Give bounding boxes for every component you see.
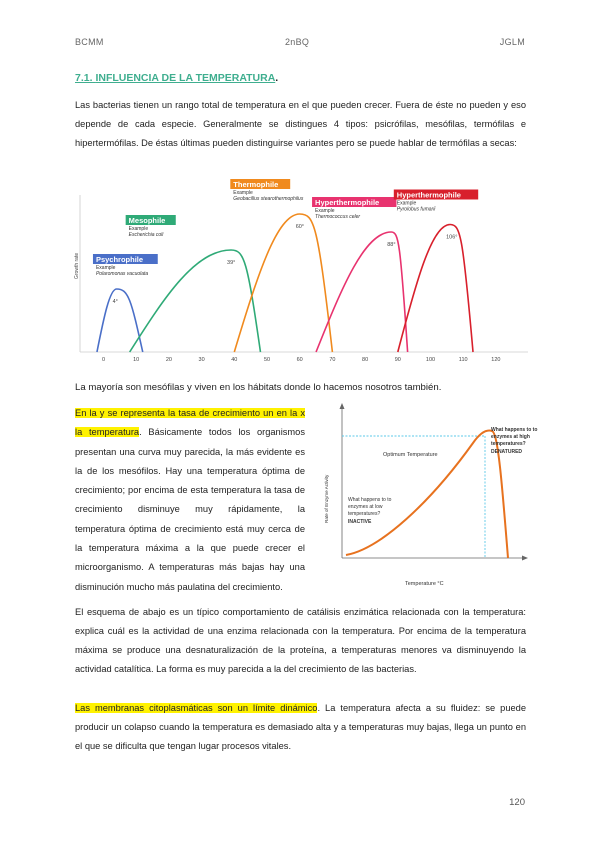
title-period: . bbox=[275, 72, 279, 84]
sentence-mesophiles: La mayoría son mesófilas y viven en los hábitats donde lo hacemos nosotros también. bbox=[75, 382, 442, 393]
series-example-2: Geobacillus stearothermophilus bbox=[233, 196, 304, 202]
highlight-axes: En la y se representa la tasa de crecimiento un en la x la temperatura bbox=[75, 408, 305, 438]
section-title-text: INFLUENCIA DE LA TEMPERATURA bbox=[95, 72, 276, 84]
growth-x-tick: 50 bbox=[263, 357, 271, 363]
growth-y-label: Growth rate bbox=[74, 252, 80, 279]
enzyme-x-arrow bbox=[522, 556, 528, 561]
series-example-3: Thermococcus celer bbox=[315, 214, 361, 220]
low-temp-annotation: What happens to to enzymes at low temperatures? INACTIVE bbox=[348, 497, 392, 525]
growth-x-tick: 110 bbox=[458, 357, 468, 363]
series-example-label-2: Example bbox=[233, 190, 253, 196]
header-right: JGLM bbox=[499, 37, 525, 47]
series-name-2: Thermophile bbox=[233, 180, 279, 189]
section-number: 7.1. bbox=[75, 72, 93, 84]
highlight-membranes: Las membranas citoplasmáticas son un límite dinámico bbox=[75, 703, 318, 713]
series-example-label-1: Example bbox=[128, 226, 149, 232]
series-example-0: Polaromonas vacuolata bbox=[95, 271, 149, 277]
paragraph-membranes-rest: . La temperatura afecta a su fluidez: se puede producir un colapso cuando la temperatura es demasiado alta y a temperaturas muy bajas, llega un punto en el que se dificulta que tengan lugar procesos vitales. bbox=[75, 703, 526, 751]
optimum-label-3: 88° bbox=[387, 242, 396, 248]
enzyme-y-arrow bbox=[340, 403, 345, 409]
header-left: BCMM bbox=[75, 37, 104, 47]
paragraph-membranes bbox=[75, 699, 526, 756]
section-title bbox=[75, 72, 278, 84]
growth-x-tick: 10 bbox=[133, 357, 140, 363]
growth-x-tick: 20 bbox=[165, 357, 172, 363]
enzyme-chart bbox=[310, 403, 538, 593]
growth-x-tick: 70 bbox=[329, 357, 336, 363]
paragraph-intro: Las bacterias tienen un rango total de temperatura en el que pueden crecer. Fuera de éste no pueden y eso depende de cada especie. Generalmente se distingues 4 tipos: psicrófilas, mesófilas, termófilas e hipertermófilas. De éstas últimas pueden distinguirse variantes pero se puede hablar de termófilas a secas: bbox=[75, 100, 526, 148]
growth-x-tick: 30 bbox=[198, 357, 205, 363]
optimum-label-1: 39° bbox=[227, 260, 236, 266]
growth-chart bbox=[68, 180, 528, 365]
series-name-1: Mesophile bbox=[128, 216, 166, 225]
growth-x-tick: 60 bbox=[296, 357, 303, 363]
optimum-label-2: 60° bbox=[295, 224, 305, 230]
optimum-label-0: 4° bbox=[112, 299, 118, 305]
paragraph-enzyme: El esquema de abajo es un típico comportamiento de catálisis enzimática relacionada con la temperatura: explica cuál es la actividad de una enzima relacionada con la temperatura. Por encima de la temperatura máxima se produce una desnaturalización de la proteína, a temperaturas menores va disminuyendo la actividad catalítica. La forma es muy parecida a la del crecimiento de las bacterias. bbox=[75, 607, 526, 674]
series-name-0: Psychrophile bbox=[95, 255, 144, 264]
paragraph-growth-curve bbox=[75, 404, 305, 597]
growth-x-tick: 80 bbox=[362, 357, 369, 363]
header-center: 2nBQ bbox=[285, 37, 310, 47]
optimum-label-4: 106° bbox=[446, 234, 458, 241]
series-example-label-4: Example bbox=[396, 200, 417, 207]
series-example-label-0: Example bbox=[95, 265, 116, 271]
growth-x-tick: 40 bbox=[231, 357, 238, 363]
growth-x-tick: 120 bbox=[491, 357, 501, 363]
page-number: 120 bbox=[509, 797, 525, 808]
growth-x-tick: 100 bbox=[425, 357, 436, 363]
series-example-1: Escherichia coli bbox=[128, 232, 164, 238]
enzyme-activity-curve bbox=[346, 431, 508, 559]
enzyme-x-label: Temperature °C bbox=[405, 581, 444, 587]
series-name-3: Hyperthermophile bbox=[315, 198, 380, 207]
growth-x-tick: 90 bbox=[394, 357, 401, 363]
series-name-4: Hyperthermophile bbox=[396, 190, 461, 200]
growth-curve-4 bbox=[398, 225, 473, 353]
series-example-label-3: Example bbox=[315, 208, 335, 214]
growth-x-tick: 0 bbox=[101, 357, 106, 363]
paragraph-growth-rest: . Básicamente todos los organismos presentan una curva muy parecida, la más evidente es la de los mesófilos. Hay una temperatura óptima de crecimiento; por encima de esta temperatura la tasa de crecimiento disminuye muy rápidamente, la temperatura óptima de crecimiento está muy cerca de la temperatura máxima a la que puede crecer el microorganismo. A temperaturas más bajas hay una disminución mucho más paulatina del crecimiento. bbox=[75, 427, 305, 592]
series-example-4: Pyrolobus fumarii bbox=[396, 206, 436, 213]
high-temp-annotation: What happens to to enzymes at high temperatures? DENATURED bbox=[491, 427, 538, 455]
enzyme-y-label: Rate of Enzyme Activity bbox=[324, 474, 329, 523]
growth-curve-1 bbox=[130, 250, 261, 352]
optimum-label: Optimum Temperature bbox=[383, 452, 438, 458]
